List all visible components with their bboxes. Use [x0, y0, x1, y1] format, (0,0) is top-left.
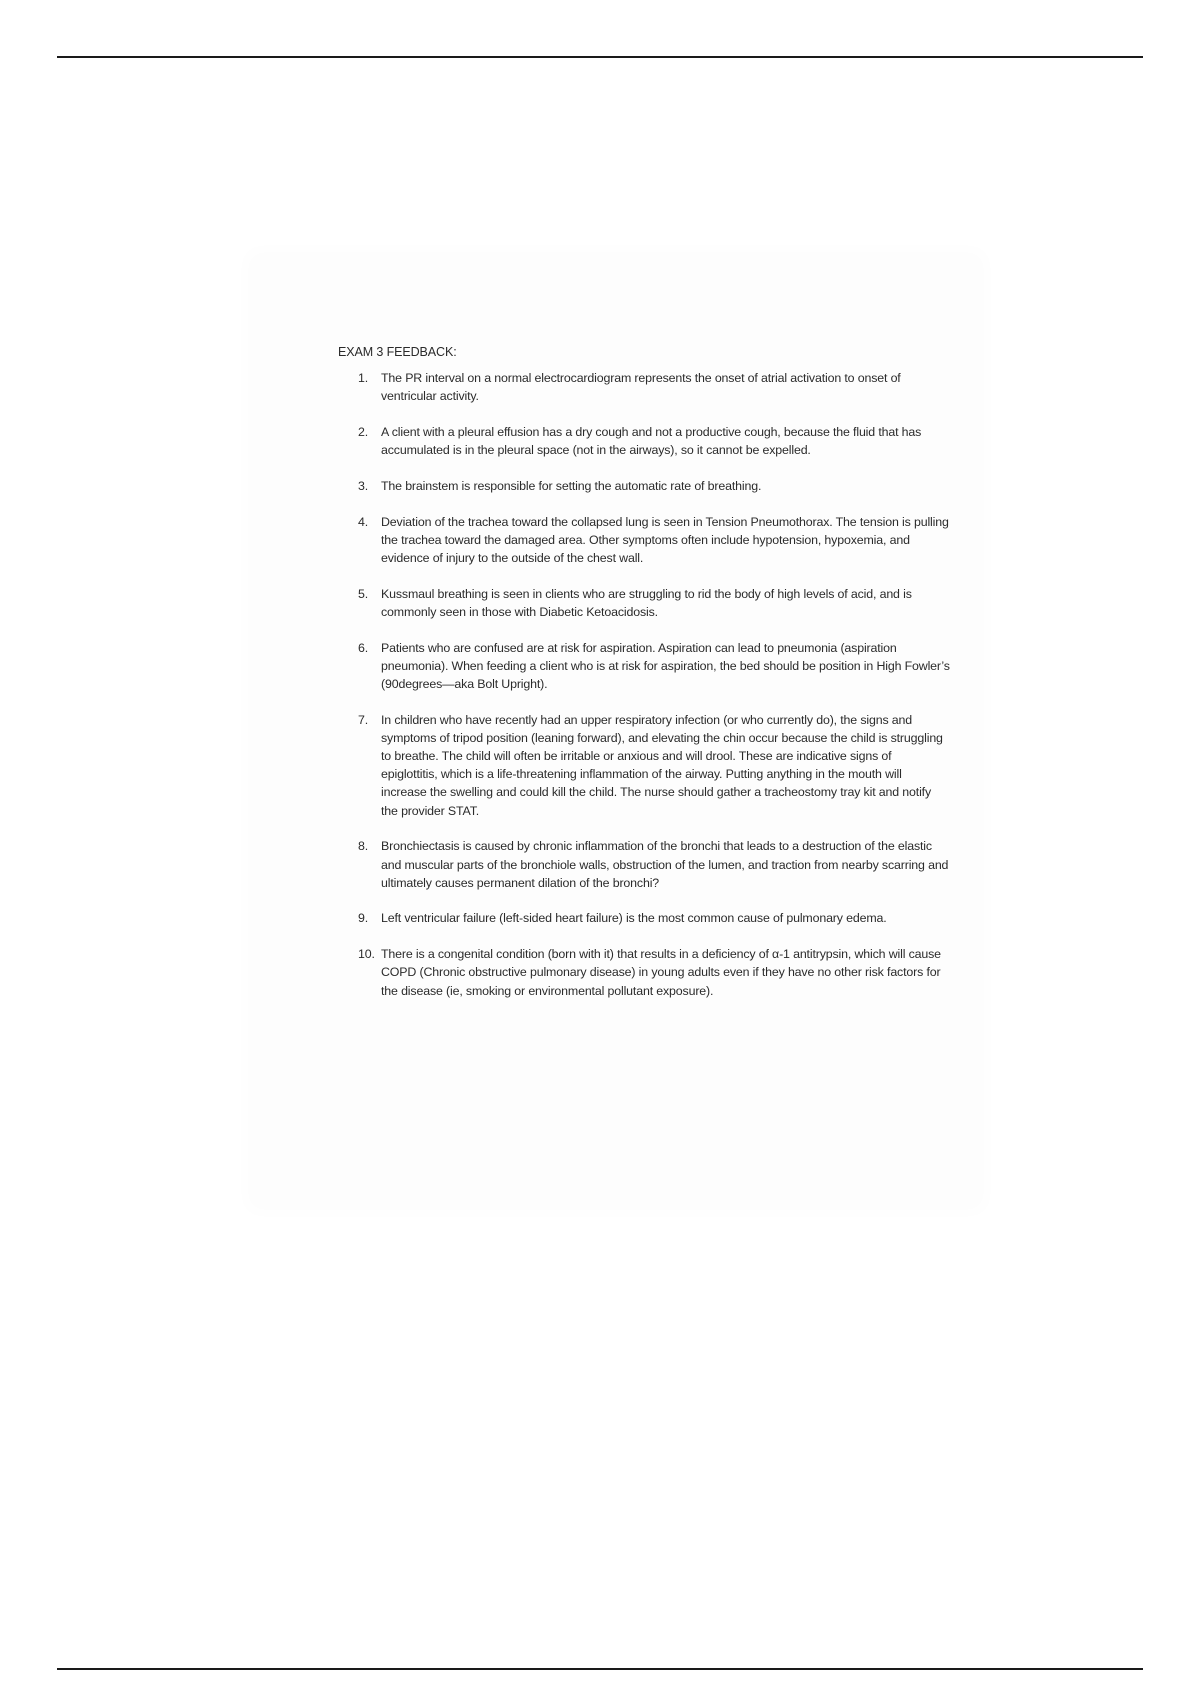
- list-item-1: [358, 369, 950, 405]
- item-text: Deviation of the trachea toward the collapsed lung is seen in Tension Pneumothorax. The tension is pulling the trachea toward the damaged area. Other symptoms often include hypotension, hypoxemia, and evidence of injury to the outside of the chest wall.: [381, 514, 949, 565]
- item-number: 10.: [358, 947, 375, 962]
- item-number: 7.: [358, 712, 369, 727]
- item-number: 8.: [358, 839, 369, 854]
- list-item-8: [358, 837, 950, 892]
- item-number: 4.: [358, 514, 369, 529]
- feedback-list: [358, 369, 950, 1017]
- item-text: Patients who are confused are at risk for aspiration. Aspiration can lead to pneumonia (aspiration pneumonia). When feeding a client who is at risk for aspiration, the bed should be position in High Fowler’s (90degrees—aka Bolt Upright).: [381, 640, 950, 691]
- item-number: 2.: [358, 424, 369, 439]
- item-number: 9.: [358, 911, 369, 926]
- list-item-5: [358, 585, 950, 621]
- list-item-6: [358, 639, 950, 694]
- item-text: There is a congenital condition (born with it) that results in a deficiency of α-1 antitrypsin, which will cause COPD (Chronic obstructive pulmonary disease) in young adults even if they have no other risk factors for the disease (ie, smoking or environmental pollutant exposure).: [381, 947, 941, 998]
- list-item-3: [358, 477, 950, 495]
- list-item-7: [358, 711, 950, 820]
- top-divider: [57, 56, 1143, 58]
- document-heading: EXAM 3 FEEDBACK:: [338, 345, 457, 359]
- bottom-divider: [57, 1668, 1143, 1670]
- item-number: 1.: [358, 371, 369, 385]
- item-text: A client with a pleural effusion has a dry cough and not a productive cough, because the fluid that has accumulated is in the pleural space (not in the airways), so it cannot be expelled.: [381, 424, 922, 458]
- item-number: 6.: [358, 640, 369, 655]
- list-item-4: [358, 513, 950, 568]
- item-text: Kussmaul breathing is seen in clients who are struggling to rid the body of high levels of acid, and is commonly seen in those with Diabetic Ketoacidosis.: [381, 586, 912, 619]
- item-text: The brainstem is responsible for setting the automatic rate of breathing.: [381, 478, 762, 493]
- item-number: 3.: [358, 478, 369, 493]
- item-text: Bronchiectasis is caused by chronic inflammation of the bronchi that leads to a destruction of the elastic and muscular parts of the bronchiole walls, obstruction of the lumen, and traction from nearby scarring and ultimately causes permanent dilation of the bronchi?: [381, 839, 949, 890]
- list-item-2: [358, 423, 950, 459]
- item-text: The PR interval on a normal electrocardiogram represents the onset of atrial activation to onset of ventricular activity.: [381, 371, 901, 404]
- item-text: Left ventricular failure (left-sided heart failure) is the most common cause of pulmonary edema.: [381, 911, 887, 926]
- list-item-9: [358, 909, 950, 927]
- item-number: 5.: [358, 586, 369, 601]
- item-text: In children who have recently had an upper respiratory infection (or who currently do), the signs and symptoms of tripod position (leaning forward), and elevating the chin occur because the child is struggling to breathe. The child will often be irritable or anxious and will drool. These are indicative signs of epiglottitis, which is a life-threatening inflammation of the airway. Putting anything in the mouth will increase the swelling and could kill the child. The nurse should gather a tracheostomy tray kit and notify the provider STAT.: [381, 712, 943, 818]
- list-item-10: [358, 945, 950, 1000]
